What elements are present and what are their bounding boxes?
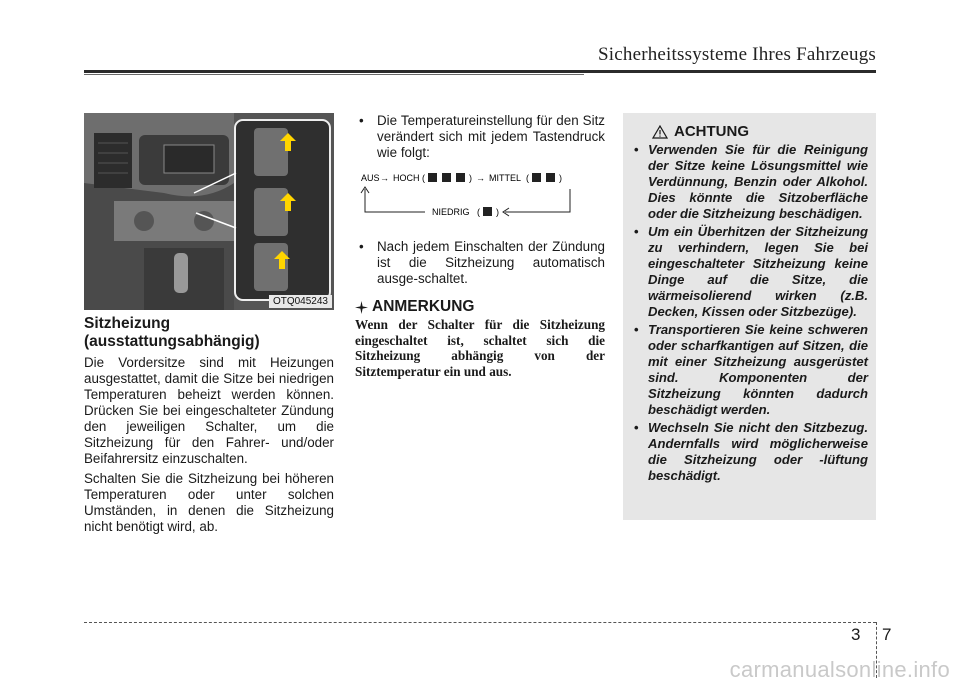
section-heading: Sitzheizung (ausstattungsabhängig): [84, 315, 260, 350]
watermark: carmanualsonline.info: [729, 657, 950, 682]
warning-item: • Transportieren Sie keine schweren oder scharfkantigen auf Sitzen, die mit einer Sitzheizung ausgerüstet sind. Komponenten der Sitzheizung könnten dadurch beschädigt werden.: [634, 322, 868, 417]
paren-open: (: [526, 173, 529, 183]
warning-item: • Wechseln Sie nicht den Sitzbezug. Andernfalls wird möglicherweise die Sitzheizung oder -lüftung beschädigt.: [634, 420, 868, 483]
warning-box: [623, 113, 876, 520]
header-rule: [84, 70, 876, 73]
label-niedrig: NIEDRIG: [432, 207, 470, 217]
warning-title: ACHTUNG: [674, 123, 749, 140]
chapter-number: 3: [851, 625, 861, 644]
heat-indicator-icon: [532, 173, 541, 182]
photo-code-label: OTQ045243: [269, 295, 332, 308]
note-heading: [355, 299, 605, 315]
seat-heater-photo: [84, 113, 334, 310]
bullet-text: Die Temperatureinstellung für den Sitz verändert sich mit jedem Tastendruck wie folgt:: [377, 113, 605, 160]
bullet-text: Nach jedem Einschalten der Zündung ist die Sitzheizung automatisch ausge-schaltet.: [377, 239, 605, 286]
return-line: [365, 189, 425, 212]
paren-close: ): [496, 207, 499, 217]
page-number: 7: [882, 625, 892, 644]
heat-indicator-icon: [546, 173, 555, 182]
paren-open: (: [422, 173, 425, 183]
label-aus: AUS: [361, 173, 380, 183]
arrow-right-icon: →: [380, 173, 389, 183]
warning-list: [634, 142, 868, 484]
warning-triangle-icon: [652, 125, 668, 139]
paren-open: (: [477, 207, 480, 217]
paren-close: ): [559, 173, 562, 183]
paragraph-1: Die Vordersitze sind mit Heizungen ausgestattet, damit die Sitze bei niedrigen Temperaturen beheizt werden können. Drücken Sie bei eingeschalteter Zündung den jeweiligen Schalter, um die Sitzheizung für den Fahrer- und/oder Beifahrersitz einzuschalten.: [84, 355, 334, 466]
header-rule-thin: [84, 74, 584, 75]
bullet-temperature: [355, 113, 605, 161]
bullet-dot: •: [359, 239, 364, 254]
bullet-dot: •: [359, 113, 364, 128]
heat-indicator-icon: [428, 173, 437, 182]
page-header-title: Sicherheitssysteme Ihres Fahrzeugs: [597, 44, 876, 65]
note-body: Wenn der Schalter für die Sitzheizung eingeschaltet ist, schaltet sich die Sitzheizung abhängig von der Sitztemperatur ein und aus.: [355, 317, 605, 379]
bullet-ignition: [355, 239, 605, 287]
middle-column: [355, 113, 605, 379]
warning-item: • Um ein Überhitzen der Sitzheizung zu verhindern, legen Sie bei eingeschalteter Sitzheizung keine Dinge auf die Sitze, die wärmeisolierend wirken (z.B. Decken, Kissen oder Sitzbezüge).: [634, 224, 868, 319]
label-hoch: HOCH: [393, 173, 420, 183]
cycle-line: [505, 189, 570, 212]
arrow-right-icon: →: [476, 173, 485, 183]
footer-rule: [84, 622, 876, 623]
heat-indicator-icon: [483, 207, 492, 216]
heat-indicator-icon: [442, 173, 451, 182]
label-mittel: MITTEL: [489, 173, 522, 183]
warning-item: • Verwenden Sie für die Reinigung der Sitze keine Lösungsmittel wie Verdünnung, Benzin oder Alkohol. Dies könnte die Sitzoberfläche oder die Sitzheizung beschädigen.: [634, 142, 868, 221]
paragraph-2: Schalten Sie die Sitzheizung bei höheren Temperaturen oder unter solchen Umständen, in denen die Sitzheizung nicht benötigt wird, ab.: [84, 471, 334, 534]
left-column: [84, 315, 334, 539]
warning-heading: [636, 123, 868, 140]
heat-indicator-icon: [456, 173, 465, 182]
heat-level-diagram: [355, 167, 605, 233]
note-star-icon: [355, 301, 368, 314]
note-title: ANMERKUNG: [372, 298, 475, 315]
heat-cycle-diagram: [355, 167, 605, 233]
dashboard-illustration: [84, 113, 334, 310]
paren-close: ): [469, 173, 472, 183]
